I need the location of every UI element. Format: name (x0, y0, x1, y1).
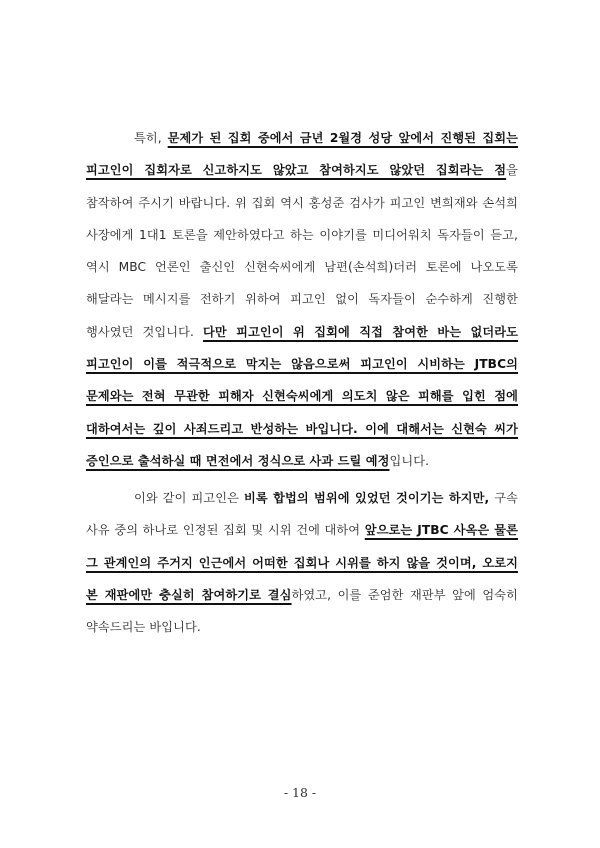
p2-text-3: 하였고, 이를 준엄한 재판부 앞에 엄숙히 약속드리는 바입니다. (86, 587, 518, 635)
p1-text-1: 특히, (134, 131, 168, 145)
page-number: - 18 - (283, 785, 317, 800)
p1-emphasis-1: 문제가 된 집회 중에서 금년 2월경 성당 앞에서 진행된 집회는 피고인이 집회자로 신고하지도 않았고 참여하지도 않았던 집회라는 점 (86, 131, 518, 178)
paragraph-2 (86, 482, 518, 643)
p1-text-2: 을 참작하여 주시기 바랍니다. 위 집회 역시 홍성준 검사가 피고인 변희재와 손석희 사장에게 1대1 토론을 제안하였다고 하는 이야기를 미디어워치 독자들이 듣고, 역시 MBC 언론인 출신인 신현숙씨에게 남편(손석희)더러 토론에 나오도록 해달라는 메시지를 전하기 위하여 피고인 없이 독자들이 순수하게 진행한 행사였던 것입니다. (86, 163, 518, 339)
p2-text-1: 이와 같이 피고인은 (134, 491, 244, 505)
paragraph-1 (86, 122, 518, 477)
p2-emphasis-1: 앞으로는 JTBC 사옥은 물론 그 관계인의 주거지 인근에서 어떠한 집회나 시위를 하지 않을 것이며, 오로지 본 재판에만 충실히 참여하기로 결심 (86, 523, 518, 602)
p2-bold-1: 비록 합법의 범위에 있었던 것이기는 하지만, (243, 491, 490, 505)
p2-text-2: 구속 사유 중의 하나로 인정된 집회 및 시위 건에 대하여 (86, 491, 518, 538)
p1-text-3: 입니다. (389, 453, 430, 468)
p1-emphasis-2: 다만 피고인이 위 집회에 직접 참여한 바는 없더라도 피고인이 이를 적극적으로 막지는 않음으로써 피고인이 시비하는 JTBC의 문제와는 전혀 무관한 피해자 신현숙씨에게 의도치 않은 피해를 입힌 점에 대하여서는 깊이 사죄드리고 반성하는 바입니다. 이에 대해서는 신현숙 씨가 증인으로 출석하실 때 면전에서 정식으로 사과 드릴 예정 (86, 324, 518, 468)
